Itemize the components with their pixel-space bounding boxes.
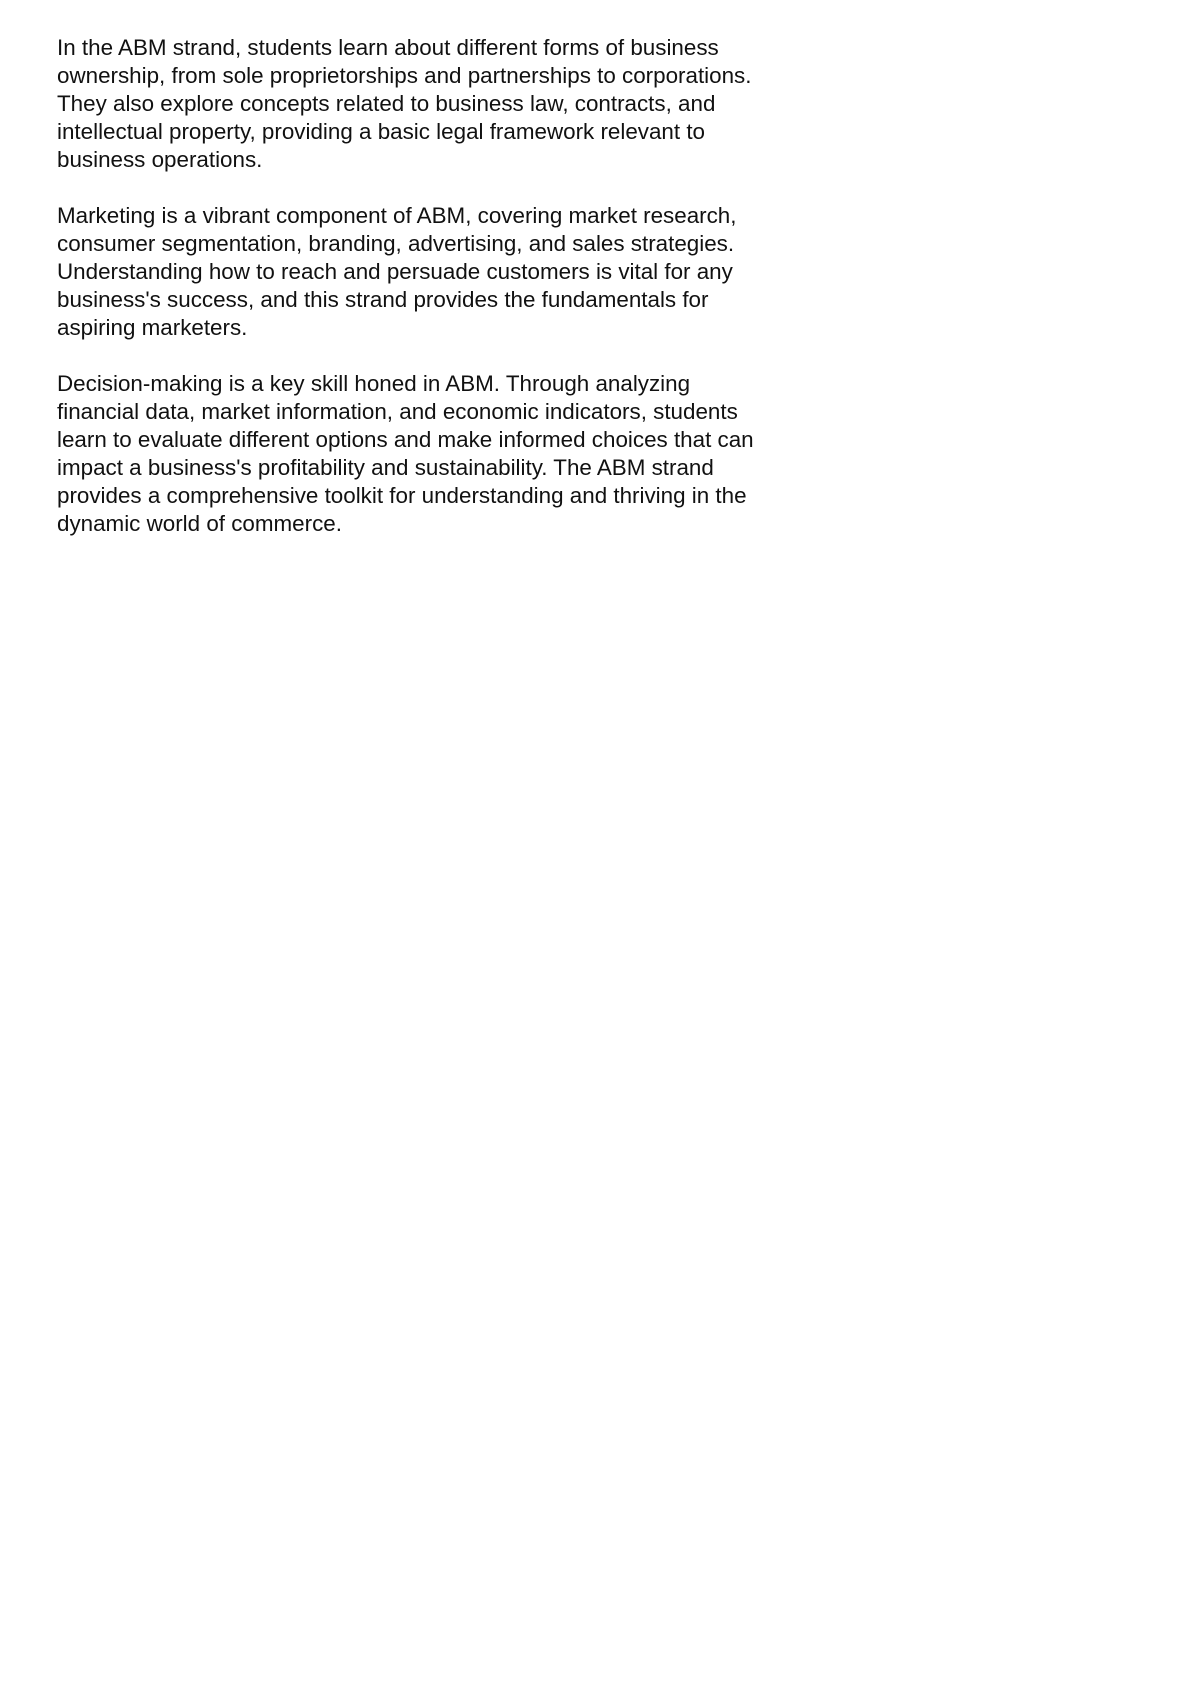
paragraph-business-ownership: In the ABM strand, students learn about different forms of business ownership, from sole proprietorships and partnerships to corporations. They also explore concepts related to business law, contracts, and intellectual property, providing a basic legal framework relevant to business operations. [57,35,752,172]
paragraph-marketing: Marketing is a vibrant component of ABM, covering market research, consumer segmentation, branding, advertising, and sales strategies. Understanding how to reach and persuade customers is vital for any business's success, and this strand provides the fundamentals for aspiring marketers. [57,203,737,340]
paragraph-decision-making: Decision-making is a key skill honed in ABM. Through analyzing financial data, market information, and economic indicators, students learn to evaluate different options and make informed choices that can impact a business's profitability and sustainability. The ABM strand provides a comprehensive toolkit for understanding and thriving in the dynamic world of commerce. [57,371,754,536]
document-body [57,34,847,566]
